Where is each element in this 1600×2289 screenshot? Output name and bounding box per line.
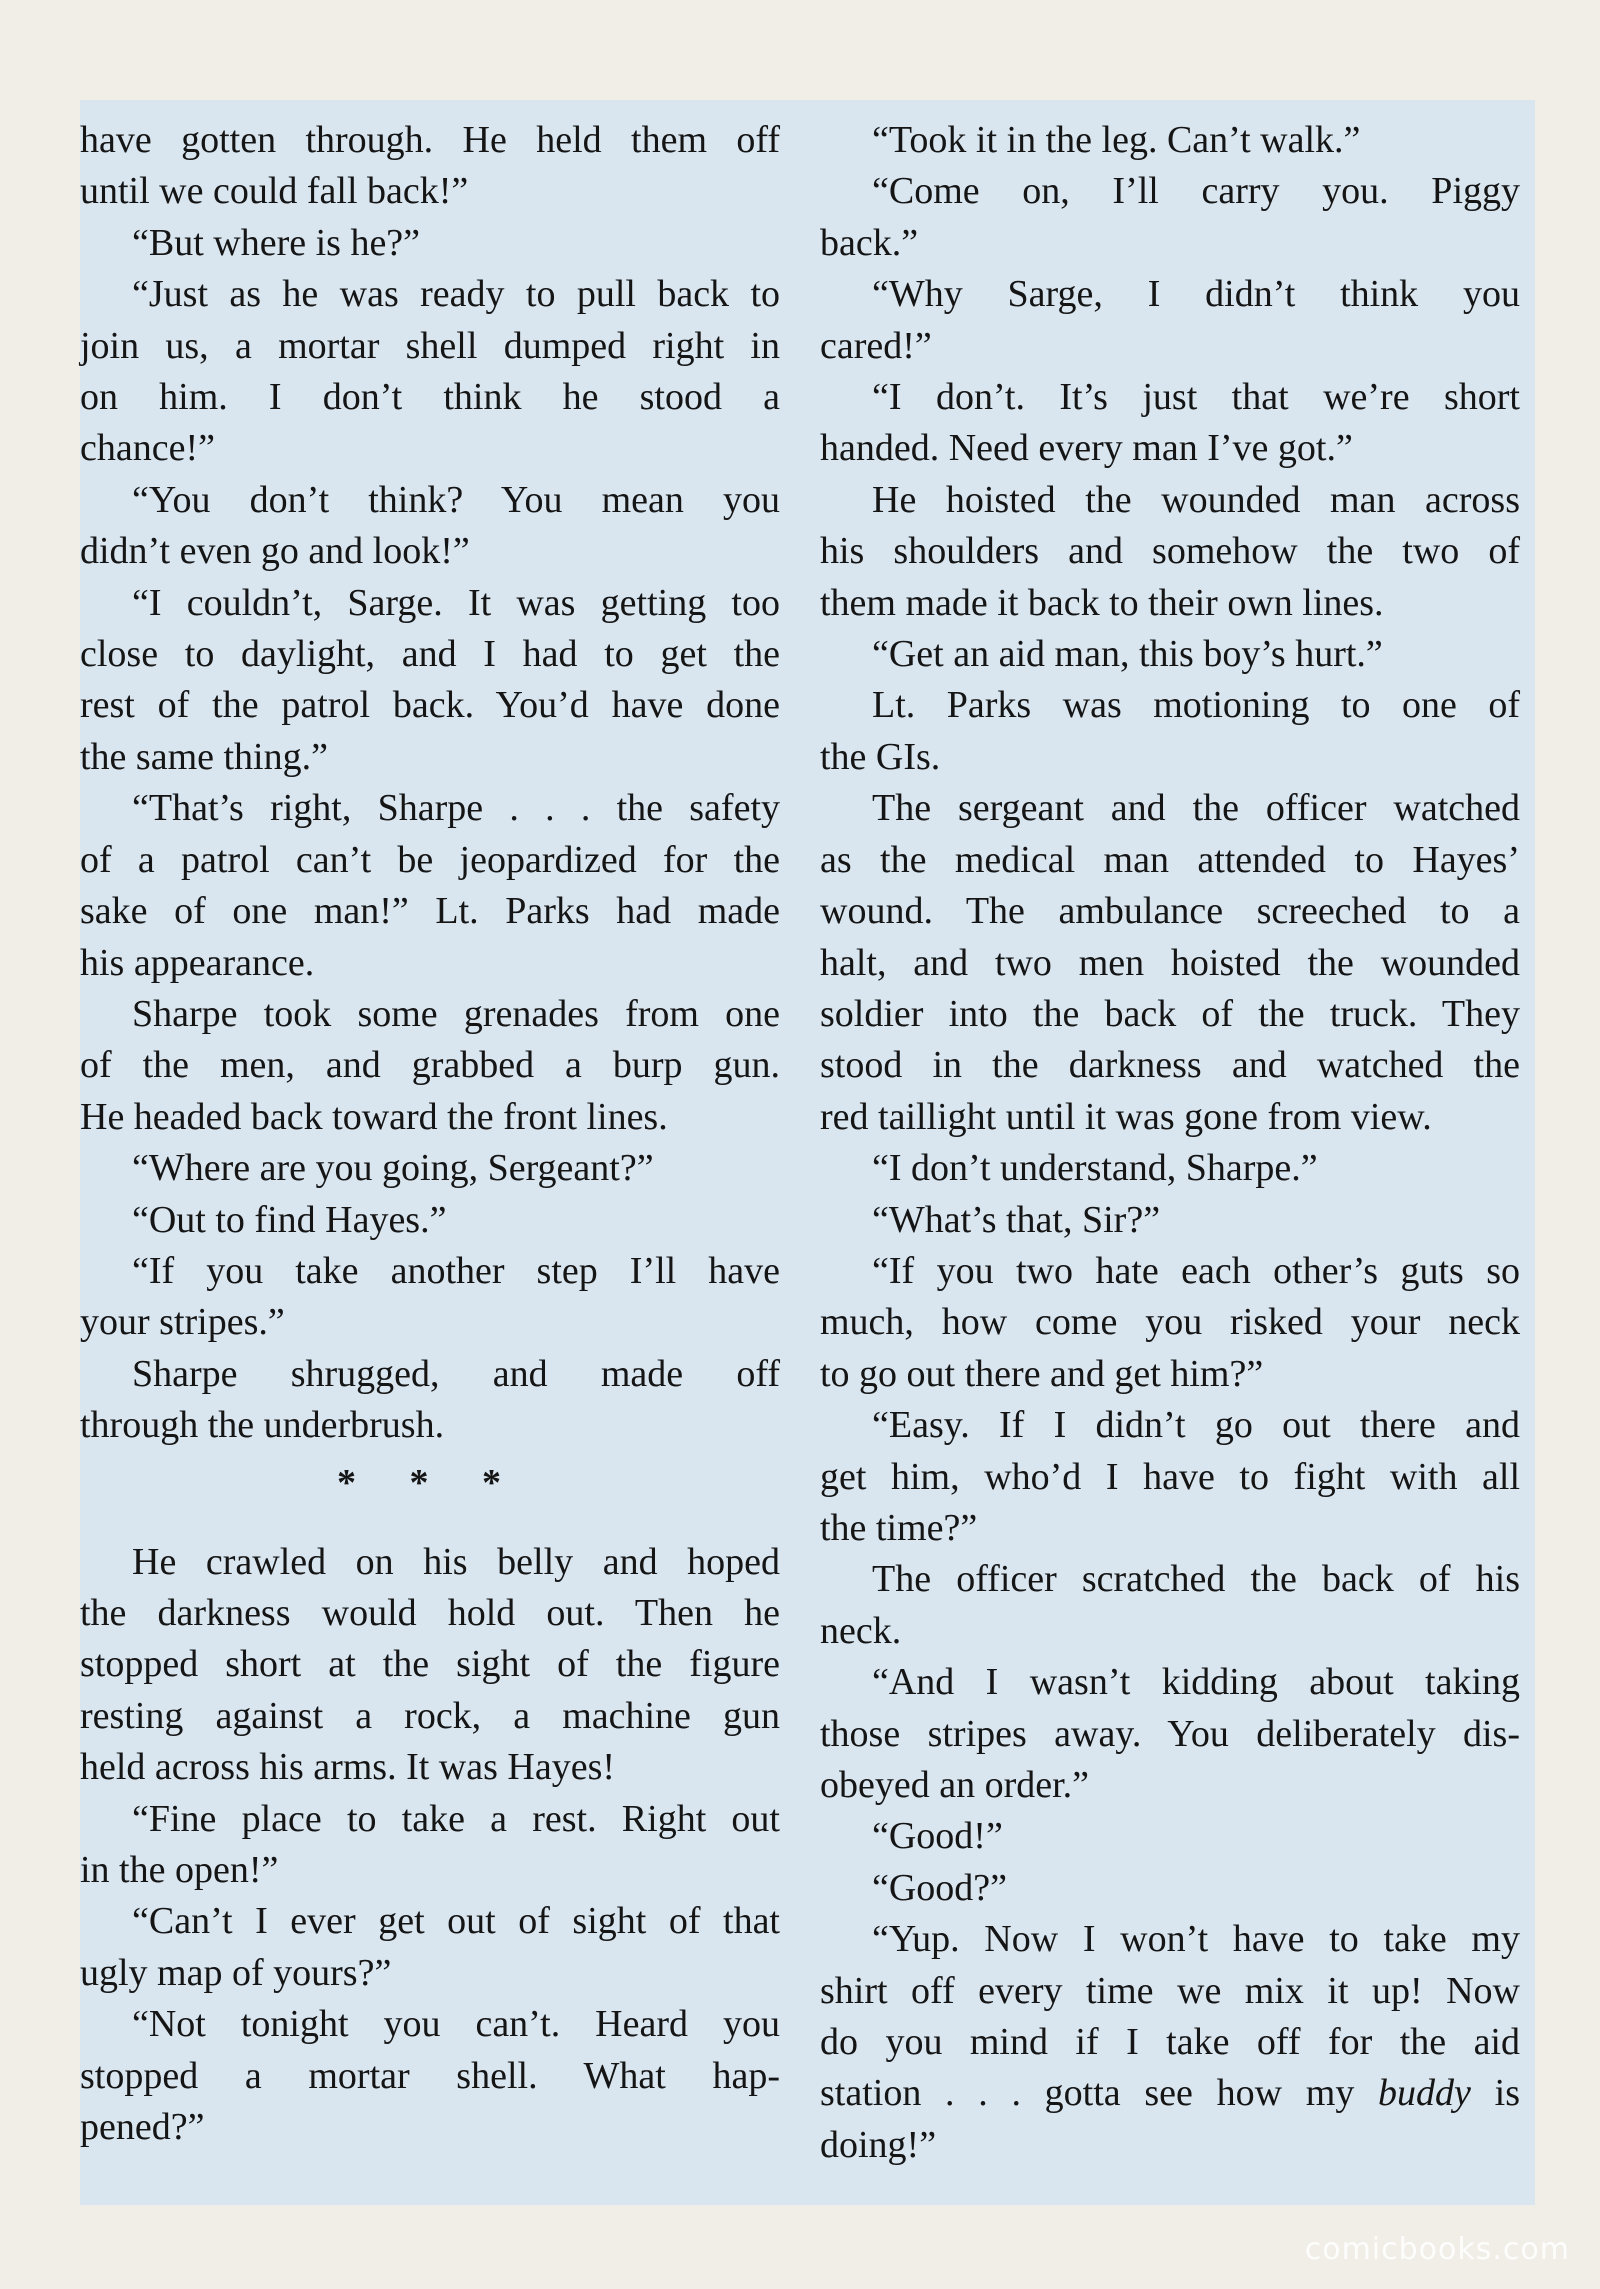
- text-line: “Come on, I’ll carry you. Piggy: [872, 170, 1520, 213]
- paragraph: [820, 629, 1520, 680]
- text-line: station . . . gotta see how my buddy is: [820, 2072, 1520, 2115]
- text-line: “Get an aid man, this boy’s hurt.”: [872, 633, 1383, 676]
- text-line: to go out there and get him?”: [820, 1352, 1264, 1395]
- text-line: handed. Need every man I’ve got.”: [820, 427, 1353, 470]
- paragraph: [820, 1400, 1520, 1554]
- italic-word: buddy: [1378, 2072, 1471, 2115]
- text-line: obeyed an order.”: [820, 1764, 1090, 1806]
- text-line: held across his arms. It was Hayes!: [80, 1746, 616, 1789]
- paragraph: [80, 1794, 780, 1897]
- left-text-column: [80, 115, 780, 2153]
- right-text-column: [820, 115, 1520, 2171]
- text-line: those stripes away. You deliberately dis-: [820, 1712, 1520, 1755]
- text-line: “I don’t. It’s just that we’re short: [872, 376, 1520, 419]
- text-line: He headed back toward the front lines.: [80, 1095, 668, 1138]
- site-watermark: comicbooks.com: [1304, 2232, 1570, 2267]
- text-line: “I couldn’t, Sarge. It was getting too: [132, 581, 780, 624]
- text-line: “Fine place to take a rest. Right out: [132, 1797, 780, 1840]
- text-line: close to daylight, and I had to get the: [80, 633, 780, 676]
- paragraph: [820, 1143, 1520, 1194]
- section-separator: * * *: [337, 1461, 523, 1504]
- text-line: The officer scratched the back of his: [872, 1558, 1520, 1601]
- text-line: stopped a mortar shell. What hap-: [80, 2054, 780, 2097]
- paragraph: [820, 115, 1520, 166]
- paragraph: [80, 218, 780, 269]
- paragraph: [80, 1896, 780, 1999]
- paragraph: [820, 1657, 1520, 1811]
- text-line: do you mind if I take off for the aid: [820, 2021, 1520, 2064]
- paragraph: [80, 475, 780, 578]
- text-line: “You don’t think? You mean you: [132, 478, 780, 521]
- paragraph: [80, 1143, 780, 1194]
- text-line: of the men, and grabbed a burp gun.: [80, 1044, 780, 1087]
- text-line: “Easy. If I didn’t go out there and: [872, 1404, 1520, 1447]
- text-line: “Took it in the leg. Can’t walk.”: [872, 119, 1361, 161]
- paragraph: [80, 269, 780, 475]
- text-line: chance!”: [80, 427, 215, 470]
- text-line: “But where is he?”: [132, 221, 421, 264]
- paragraph: [80, 783, 780, 989]
- text-line: until we could fall back!”: [80, 170, 469, 213]
- text-line: “If you two hate each other’s guts so: [872, 1249, 1520, 1292]
- paragraph: [820, 372, 1520, 475]
- paragraph: [80, 1999, 780, 2153]
- text-line: “Good!”: [872, 1815, 1003, 1858]
- text-line: He crawled on his belly and hoped: [132, 1540, 780, 1583]
- paragraph: [80, 115, 780, 218]
- text-line: Lt. Parks was motioning to one of: [872, 684, 1520, 727]
- text-line: resting against a rock, a machine gun: [80, 1694, 780, 1737]
- paragraph: [80, 1195, 780, 1246]
- paragraph: [80, 578, 780, 784]
- text-line: didn’t even go and look!”: [80, 530, 470, 573]
- text-line: “Where are you going, Sergeant?”: [132, 1147, 654, 1190]
- paragraph: [820, 1863, 1520, 1914]
- text-line: “Out to find Hayes.”: [132, 1198, 447, 1241]
- text-line: “Can’t I ever get out of sight of that: [132, 1900, 780, 1943]
- text-line: “If you take another step I’ll have: [132, 1249, 780, 1292]
- text-line: “That’s right, Sharpe . . . the safety: [132, 787, 780, 830]
- text-line: the same thing.”: [80, 735, 328, 778]
- text-line: “Yup. Now I won’t have to take my: [872, 1918, 1520, 1961]
- text-line: back.”: [820, 221, 919, 264]
- text-line: The sergeant and the officer watched: [872, 787, 1520, 830]
- text-line: doing!”: [820, 2123, 937, 2166]
- text-line: have gotten through. He held them off: [80, 119, 780, 161]
- paragraph: [80, 989, 780, 1143]
- text-line: wound. The ambulance screeched to a: [820, 890, 1520, 933]
- text-line: on him. I don’t think he stood a: [80, 376, 780, 419]
- text-line: ugly map of yours?”: [80, 1951, 392, 1994]
- text-line: get him, who’d I have to fight with all: [820, 1455, 1520, 1498]
- text-line: sake of one man!” Lt. Parks had made: [80, 890, 780, 933]
- paragraph: [820, 475, 1520, 629]
- text-line: the darkness would hold out. Then he: [80, 1591, 780, 1634]
- paragraph: [820, 1246, 1520, 1400]
- text-line: them made it back to their own lines.: [820, 581, 1384, 624]
- paragraph: [820, 680, 1520, 783]
- text-line: cared!”: [820, 324, 932, 367]
- paragraph: [80, 1537, 780, 1794]
- text-line: join us, a mortar shell dumped right in: [80, 324, 780, 367]
- paragraph: [820, 166, 1520, 269]
- text-line: red taillight until it was gone from view.: [820, 1095, 1432, 1138]
- text-line: neck.: [820, 1609, 902, 1652]
- text-line: halt, and two men hoisted the wounded: [820, 941, 1520, 984]
- text-line: “Just as he was ready to pull back to: [132, 273, 780, 316]
- paragraph: [820, 1195, 1520, 1246]
- paragraph: [80, 1246, 780, 1349]
- text-line: “And I wasn’t kidding about taking: [872, 1661, 1520, 1704]
- paragraph: [820, 1914, 1520, 2171]
- text-line: as the medical man attended to Hayes’: [820, 838, 1520, 881]
- text-line: his shoulders and somehow the two of: [820, 530, 1520, 573]
- paragraph: [820, 1554, 1520, 1657]
- text-line: of a patrol can’t be jeopardized for the: [80, 838, 780, 881]
- text-line: his appearance.: [80, 941, 315, 984]
- text-line: the time?”: [820, 1506, 978, 1549]
- text-line: in the open!”: [80, 1849, 279, 1891]
- text-line: “I don’t understand, Sharpe.”: [872, 1147, 1318, 1190]
- text-line: “Good?”: [872, 1866, 1008, 1909]
- paragraph: [820, 1811, 1520, 1862]
- paragraph: [80, 1349, 780, 1452]
- text-line: He hoisted the wounded man across: [872, 478, 1520, 521]
- text-line: shirt off every time we mix it up! Now: [820, 1969, 1520, 2012]
- text-line: the GIs.: [820, 735, 941, 778]
- text-line: much, how come you risked your neck: [820, 1301, 1520, 1344]
- paragraph: [820, 269, 1520, 372]
- text-line: stopped short at the sight of the figure: [80, 1643, 780, 1686]
- text-line: Sharpe shrugged, and made off: [132, 1352, 780, 1395]
- text-line: soldier into the back of the truck. They: [820, 992, 1520, 1035]
- text-line: your stripes.”: [80, 1301, 285, 1344]
- text-line: “Not tonight you can’t. Heard you: [132, 2003, 780, 2046]
- text-line: “Why Sarge, I didn’t think you: [872, 273, 1520, 316]
- text-line: Sharpe took some grenades from one: [132, 992, 780, 1035]
- paragraph: [820, 783, 1520, 1143]
- text-line: rest of the patrol back. You’d have done: [80, 684, 780, 727]
- text-line: “What’s that, Sir?”: [872, 1198, 1161, 1241]
- text-line: stood in the darkness and watched the: [820, 1044, 1520, 1087]
- text-line: pened?”: [80, 2106, 205, 2149]
- text-line: through the underbrush.: [80, 1404, 445, 1447]
